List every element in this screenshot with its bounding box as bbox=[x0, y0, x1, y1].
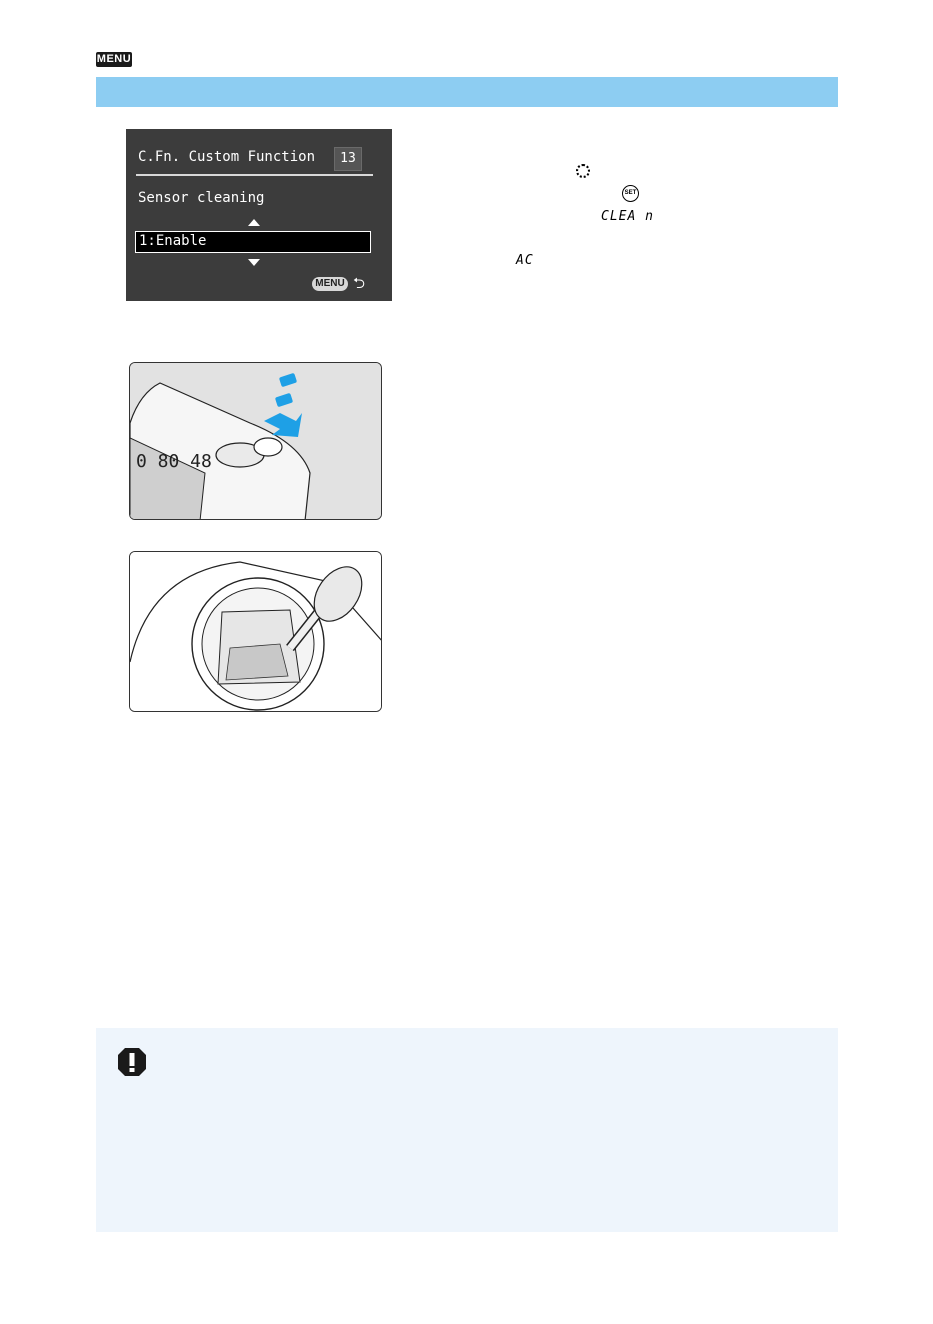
lcd-menu-screen bbox=[126, 129, 392, 301]
scroll-up-arrow-icon bbox=[248, 219, 260, 226]
section-header-bar bbox=[96, 77, 838, 107]
lens-mount-drawing bbox=[130, 552, 382, 712]
ac-lcd-segment: AC bbox=[516, 253, 534, 268]
function-number-box: 13 bbox=[334, 147, 362, 171]
set-button-icon: SET bbox=[622, 185, 639, 202]
caution-box bbox=[96, 1028, 838, 1232]
quick-control-dial-icon bbox=[576, 164, 590, 178]
caution-icon bbox=[116, 1046, 148, 1078]
camera-top-drawing bbox=[130, 363, 382, 520]
function-name: Sensor cleaning bbox=[138, 190, 265, 206]
menu-badge: MENU bbox=[96, 53, 132, 65]
svg-text:0 80 48: 0 80 48 bbox=[136, 451, 212, 472]
sensor-cleaning-illustration bbox=[129, 551, 382, 712]
lcd-title: C.Fn. Custom Function bbox=[138, 149, 316, 165]
return-arrow-icon: ⮌ bbox=[353, 274, 366, 292]
clean-lcd-segment: CLEA n bbox=[601, 209, 654, 224]
selected-option[interactable]: 1:Enable bbox=[135, 231, 371, 253]
lcd-menu-button: MENU bbox=[312, 277, 348, 291]
scroll-down-arrow-icon bbox=[248, 259, 260, 266]
shutter-button-illustration bbox=[129, 362, 382, 520]
lcd-divider bbox=[136, 174, 373, 176]
